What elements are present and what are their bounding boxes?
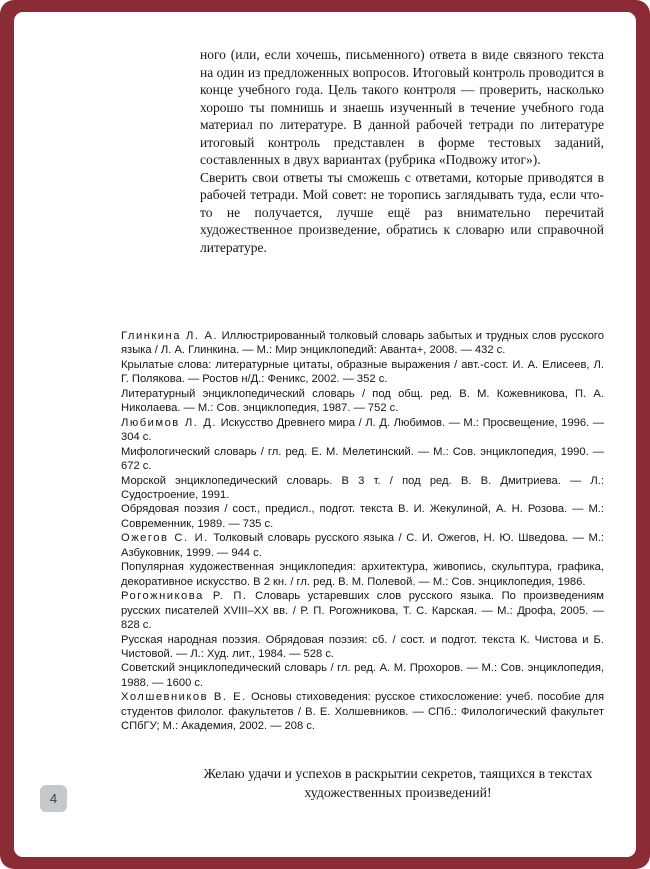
bibliography-entry: Мифологический словарь / гл. ред. Е. М. Мелетинский. — М.: Сов. энциклопедия, 1990. — 672 с. [121,445,604,473]
bibliography-entry: Ожегов С. И. Толковый словарь русского языка / С. И. Ожегов, Н. Ю. Шведова. — М.: Азбуковник, 1999. — 944 с. [121,532,604,559]
bibliography-entry: Крылатые слова: литературные цитаты, образные выражения / авт.-сост. И. А. Елисеев, Л. Г. Полякова. — Ростов н/Д.: Феникс, 2002. — 352 с. [121,358,604,386]
book-page [14,12,636,857]
page-number: 4 [49,791,58,806]
bibliography-author: Холшевников В. Е. [121,691,247,704]
bibliography-entry: Глинкина Л. А. Иллюстрированный толковый словарь забытых и трудных слов русского языка / Л. А. Глинкина. — М.: Мир энциклопедий: Аванта+, 2008. — 432 с. [121,330,604,357]
bibliography-author: Любимов Л. Д. [121,416,218,429]
bibliography-list [121,329,604,734]
bibliography-author: Рогожникова Р. П. [121,590,248,603]
bibliography-entry: Морской энциклопедический словарь. В 3 т. / под ред. В. В. Дмитриева. — Л.: Судостроение, 1991. [121,474,604,501]
intro-text-block [200,46,604,256]
page-number-badge [40,785,67,812]
closing-text: Желаю удачи и успехов в раскрытии секретов, таящихся в текстах художественных произведений! [203,766,593,800]
intro-paragraph: Сверить свои ответы ты сможешь с ответами, которые приводятся в рабочей тетради. Мой совет: не торопись заглядывать туда, если что-то не получается, лучше ещё раз внимательно перечитай художественное произведение, обратись к словарю или справочной литературе. [200,169,604,255]
bibliography-author: Ожегов С. И. [121,532,209,545]
bibliography-entry: Русская народная поэзия. Обрядовая поэзия: сб. / сост. и подгот. текста К. Чистова и Б. Чистовой. — Л.: Худ. лит., 1984. — 528 с. [121,633,604,660]
bibliography-entry: Любимов Л. Д. Искусство Древнего мира / Л. Д. Любимов. — М.: Просвещение, 1996. — 304 с. [121,416,604,444]
bibliography-entry: Популярная художественная энциклопедия: архитектура, живопись, скульптура, графика, декоративное искусство. В 2 кн. / гл. ред. В. М. Полевой. — М.: Сов. энциклопедия, 1986. [121,561,604,588]
bibliography-entry: Обрядовая поэзия / сост., предисл., подгот. текста В. И. Жекулиной, А. Н. Розова. — М.: Современник, 1989. — 735 с. [121,503,604,530]
bibliography-entry: Литературный энциклопедический словарь / под общ. ред. В. М. Кожевникова, П. А. Николаева. — М.: Сов. энциклопедия, 1987. — 752 с. [121,387,604,415]
bibliography-author: Глинкина Л. А. [121,330,219,342]
bibliography-entry: Рогожникова Р. П. Словарь устаревших слов русского языка. По произведениям русских писателей XVIII–XX вв. / Р. П. Рогожникова, Т. С. Карская. — М.: Дрофа, 2005. — 828 с. [121,590,604,632]
intro-paragraph: ного (или, если хочешь, письменного) ответа в виде связного текста на один из предложенных вопросов. Итоговый контроль проводится в конце учебного года. Цель такого контроля — проверить, насколько хорошо ты помнишь и знаешь изученный в течение учебного года материал по литературе. В данной рабочей тетради по литературе итоговый контроль представлен в форме тестовых заданий, составленных в двух вариантах (рубрика «Подвожу итог»). [200,47,604,167]
bibliography-entry: Советский энциклопедический словарь / гл. ред. А. М. Прохоров. — М.: Сов. энциклопедия, 1988. — 1600 с. [121,662,604,689]
bibliography-entry: Холшевников В. Е. Основы стиховедения: русское стихосложение: учеб. пособие для студентов филолог. факультетов / В. Е. Холшевников. — СПб.: Филологический факультет СПбГУ; М.: Академия, 2002. — 208 с. [121,691,604,733]
